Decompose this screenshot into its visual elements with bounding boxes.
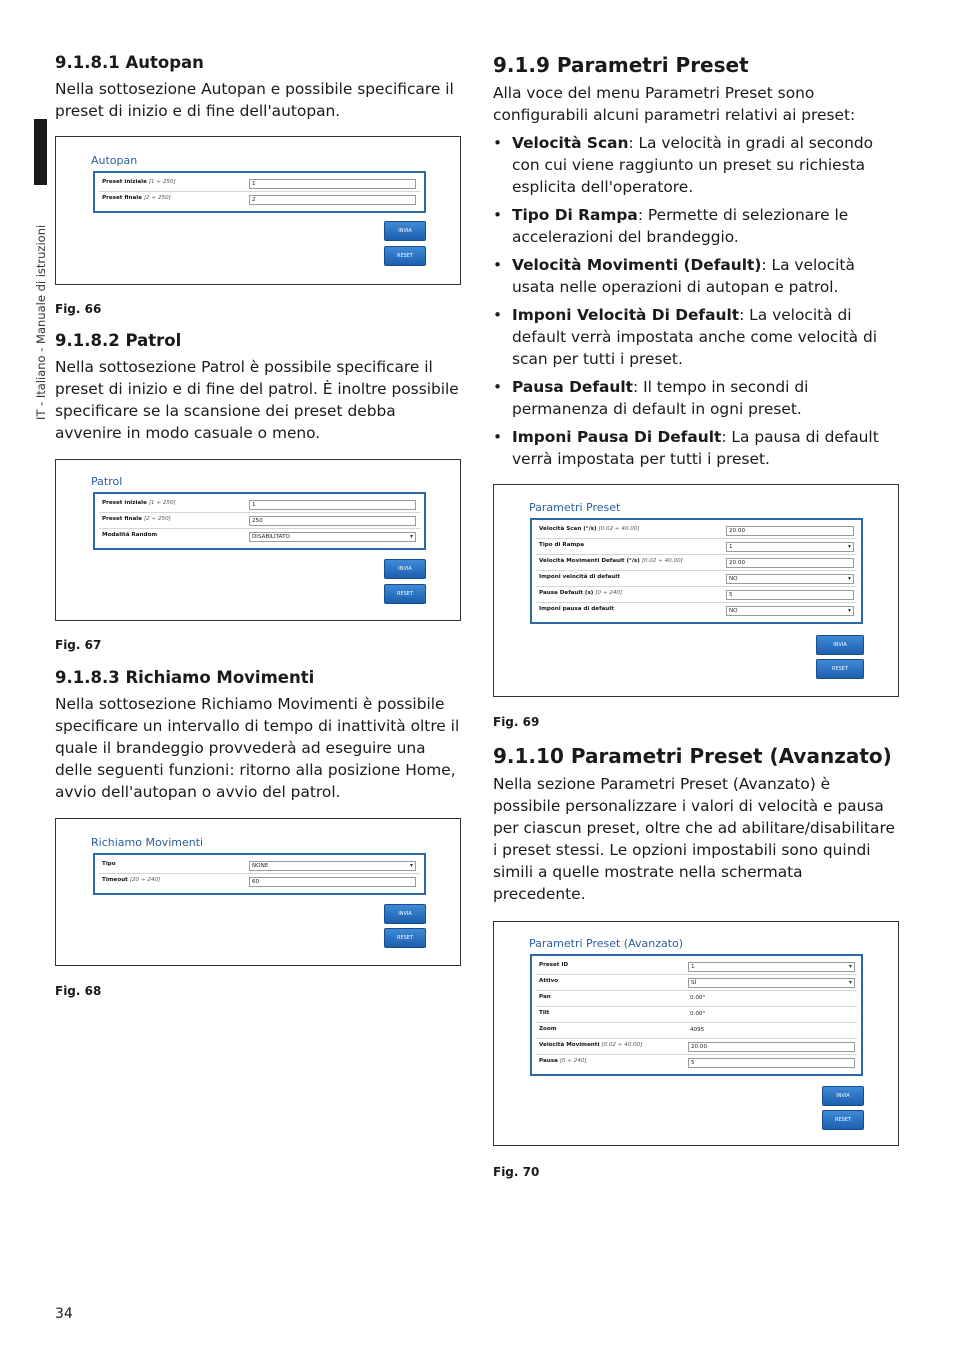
reset-button[interactable]: RESET — [816, 659, 864, 679]
fig-67-screenshot — [55, 459, 461, 621]
side-tab-marker — [34, 119, 47, 185]
avanzato-ui-title: Parametri Preset (Avanzato) — [529, 937, 684, 950]
velocita-movimenti-input[interactable]: 20.00 — [726, 558, 854, 568]
patrol-form: Preset iniziale [1 ÷ 250] 1 Preset finale [2 ÷ 250] 250 Modalità Random DISABILITATO ▾ — [93, 492, 426, 550]
velocita-movimenti-input[interactable]: 20.00 — [688, 1042, 855, 1052]
invia-button[interactable]: INVIA — [384, 559, 426, 579]
fig-66-screenshot — [55, 136, 461, 285]
fig-caption: Fig. 70 — [493, 1165, 540, 1179]
preset-iniziale-input[interactable]: 1 — [249, 179, 416, 189]
fig-70-screenshot — [493, 921, 899, 1146]
reset-button[interactable]: RESET — [384, 584, 426, 604]
tipo-select[interactable]: NONE ▾ — [249, 861, 416, 871]
pausa-default-input[interactable]: 5 — [726, 590, 854, 600]
invia-button[interactable]: INVIA — [384, 904, 426, 924]
parametri-form: Velocità Scan (°/s) [0.02 ÷ 40.00] 20.00 Tipo di Rampa 1 ▾ Velocità Movimenti Default (°/s) [0.02 ÷ 40.00] 20.00 Imponi velocità di default NO ▾ Pausa Default (s) [0 ÷ 240] 5 Imponi pausa di default NO ▾ — [530, 518, 863, 624]
patrol-text: Nella sottosezione Patrol è possibile specificare il preset di inizio e di fine del patrol. È inoltre possibile specificare se la scansione dei preset debba avvenire in modo casuale o meno. — [55, 358, 459, 442]
invia-button[interactable]: INVIA — [384, 221, 426, 241]
tilt-value: 0.00° — [688, 1010, 855, 1020]
fig-caption: Fig. 69 — [493, 715, 540, 729]
fig-68-screenshot — [55, 818, 461, 966]
pausa-input[interactable]: 5 — [688, 1058, 855, 1068]
fig-caption: Fig. 67 — [55, 638, 102, 652]
patrol-heading: 9.1.8.2 Patrol — [55, 331, 182, 350]
avanzato-form: Preset ID 1 ▾ Attivo SÌ ▾ Pan 0.00° Tilt 0.00° Zoom 4095 Velocità Movimenti [0.02 ÷ 40.00] 20.00 Pausa [0 ÷ 240] 5 — [530, 954, 863, 1076]
parametri-ui-title: Parametri Preset — [529, 501, 621, 514]
richiamo-form: Tipo NONE ▾ Timeout [20 ÷ 240] 60 — [93, 853, 426, 895]
form-row: Preset iniziale [1 ÷ 250] 1 — [99, 176, 420, 192]
preset-iniziale-input[interactable]: 1 — [249, 500, 416, 510]
timeout-input[interactable]: 60 — [249, 877, 416, 887]
page-number: 34 — [55, 1306, 73, 1322]
list-item: • Pausa Default: Il tempo in secondi di permanenza di default in ogni preset. — [493, 376, 899, 420]
list-item: • Imponi Pausa Di Default: La pausa di default verrà impostata per tutti i preset. — [493, 426, 899, 470]
imponi-velocita-select[interactable]: NO ▾ — [726, 574, 854, 584]
reset-button[interactable]: RESET — [384, 928, 426, 948]
left-column — [55, 52, 461, 998]
parametri-intro: Alla voce del menu Parametri Preset sono configurabili alcuni parametri relativi ai preset: — [493, 84, 856, 124]
autopan-text: Nella sottosezione Autopan e possibile specificare il preset di inizio e di fine dell'autopan. — [55, 80, 454, 120]
preset-finale-input[interactable]: 250 — [249, 516, 416, 526]
autopan-ui-title: Autopan — [91, 154, 138, 167]
avanzato-heading: 9.1.10 Parametri Preset (Avanzato) — [493, 744, 892, 768]
fig-69-screenshot — [493, 484, 899, 697]
attivo-select[interactable]: SÌ ▾ — [688, 978, 855, 988]
list-item: • Velocità Movimenti (Default): La velocità usata nelle operazioni di autopan e patrol. — [493, 254, 899, 298]
patrol-ui-title: Patrol — [91, 475, 123, 488]
preset-finale-input[interactable]: 2 — [249, 195, 416, 205]
fig-caption: Fig. 68 — [55, 984, 102, 998]
right-column — [493, 52, 899, 1179]
pan-value: 0.00° — [688, 994, 855, 1004]
list-item: • Velocità Scan: La velocità in gradi al secondo con cui viene raggiunto un preset su richiesta esplicita dell'operatore. — [493, 132, 899, 198]
side-label: IT - Italiano - Manuale di istruzioni — [34, 224, 48, 420]
richiamo-heading: 9.1.8.3 Richiamo Movimenti — [55, 668, 315, 687]
richiamo-text: Nella sottosezione Richiamo Movimenti è possibile specificare un intervallo di tempo di inattività oltre il quale il brandeggio provvederà ad eseguire una delle seguenti funzioni: ritorno alla posizione Home, avvio dell'autopan o avvio del patrol. — [55, 695, 460, 801]
imponi-pausa-select[interactable]: NO ▾ — [726, 606, 854, 616]
preset-id-select[interactable]: 1 ▾ — [688, 962, 855, 972]
parametri-list — [493, 132, 899, 470]
list-item: • Tipo Di Rampa: Permette di selezionare le accelerazioni del brandeggio. — [493, 204, 899, 248]
invia-button[interactable]: INVIA — [822, 1086, 864, 1106]
form-row: Preset finale [2 ÷ 250] 2 — [99, 192, 420, 208]
reset-button[interactable]: RESET — [822, 1110, 864, 1130]
fig-caption: Fig. 66 — [55, 302, 102, 316]
list-item: • Imponi Velocità Di Default: La velocità di default verrà impostata anche come velocità di scan per tutti i preset. — [493, 304, 899, 370]
autopan-form — [93, 171, 426, 213]
reset-button[interactable]: RESET — [384, 246, 426, 266]
invia-button[interactable]: INVIA — [816, 635, 864, 655]
autopan-heading: 9.1.8.1 Autopan — [55, 53, 204, 72]
modalita-random-select[interactable]: DISABILITATO ▾ — [249, 532, 416, 542]
richiamo-ui-title: Richiamo Movimenti — [91, 836, 204, 849]
tipo-rampa-select[interactable]: 1 ▾ — [726, 542, 854, 552]
parametri-heading: 9.1.9 Parametri Preset — [493, 53, 749, 77]
velocita-scan-input[interactable]: 20.00 — [726, 526, 854, 536]
zoom-value: 4095 — [688, 1026, 855, 1036]
avanzato-text: Nella sezione Parametri Preset (Avanzato) è possibile personalizzare i valori di velocità e pausa per ciascun preset, oltre che ad abilitare/disabilitare i preset stessi. Le opzioni impostabili sono quindi simili a quelle mostrate nella schermata precedente. — [493, 775, 895, 903]
